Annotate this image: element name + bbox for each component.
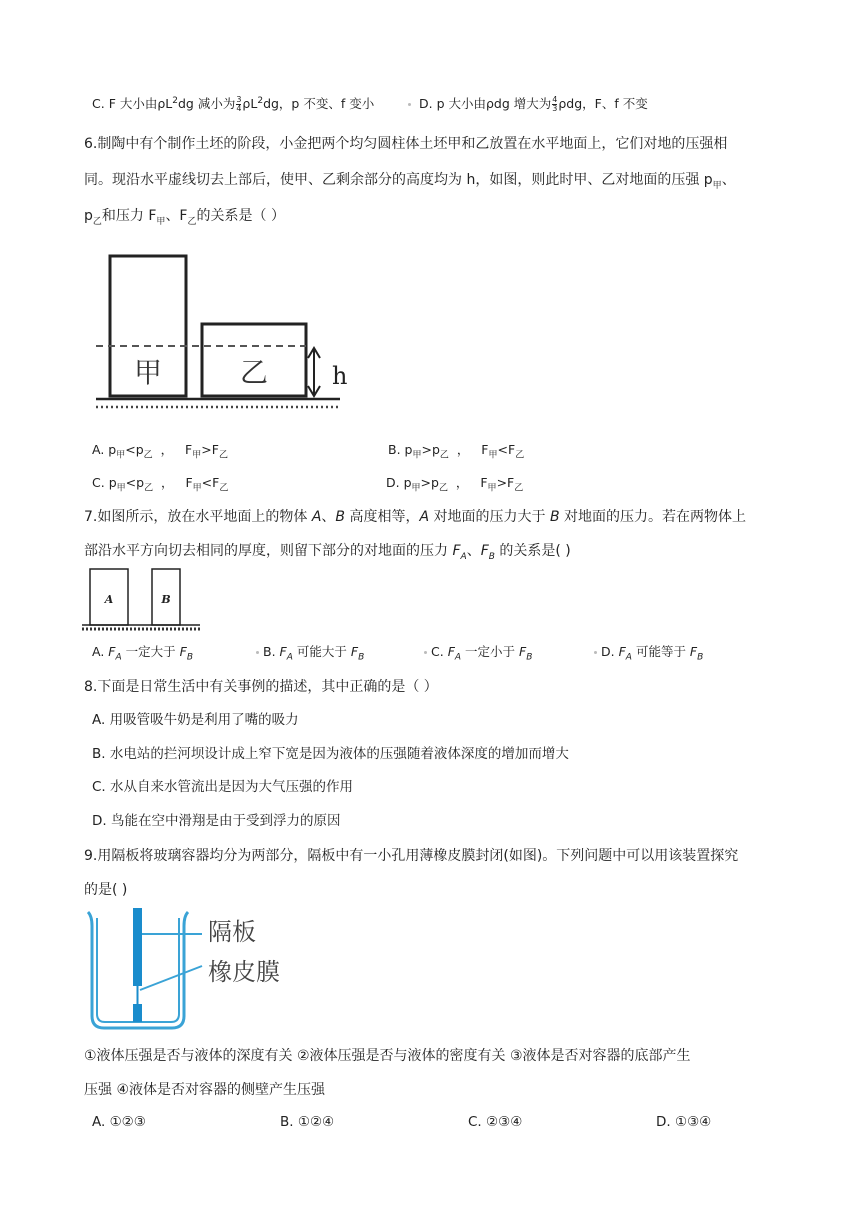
q6-option-a[interactable]: A. $p_甲<p_乙$ ， $F_甲>F_乙$ — [92, 442, 228, 461]
q7-option-b[interactable]: B. $F_A$ 可能大于 $F_B$ — [252, 643, 364, 661]
option-label: C. — [92, 96, 105, 111]
q9-stem-line1: 9.用隔板将玻璃容器均分为两部分，隔板中有一小孔用薄橡皮膜封闭(如图)。下列问题中可以用该装置探究 — [84, 848, 739, 864]
label-partition: 隔板 — [208, 918, 256, 946]
q9-figure — [84, 906, 304, 1036]
label-b: B — [161, 593, 171, 606]
q8-option-b[interactable]: B. 水电站的拦河坝设计成上窄下宽是因为液体的压强随着液体深度的增加而增大 — [92, 746, 569, 762]
q6-option-c[interactable]: C. $p_甲<p_乙$ ， $F_甲<F_乙$ — [92, 475, 229, 494]
fraction: $\frac{4}{3}$ — [552, 95, 558, 113]
q9-stem-line2: 的是( ) — [84, 882, 128, 898]
label-a: A — [104, 593, 114, 606]
partition-upper — [133, 908, 142, 986]
option-text: p 大小由ρdg 增大为 — [436, 96, 552, 111]
option-label: D. — [418, 96, 433, 111]
q7-option-d[interactable]: D. $F_A$ 可能等于 $F_B$ — [590, 643, 703, 661]
partition-lower — [133, 1004, 142, 1022]
q6-stem-line1: 6.制陶中有个制作土坯的阶段，小金把两个均匀圆柱体土坯甲和乙放置在水平地面上，它们对地的压强相 — [84, 136, 728, 152]
q9-option-d[interactable]: D. ①③④ — [656, 1114, 712, 1130]
q9-option-b[interactable]: B. ①②④ — [280, 1114, 335, 1130]
bullet-dot — [408, 103, 411, 106]
q9-option-c[interactable]: C. ②③④ — [468, 1114, 523, 1130]
q8-stem: 8.下面是日常生活中有关事例的描述，其中正确的是（ ） — [84, 679, 438, 695]
pointer-membrane — [140, 966, 202, 990]
q6-stem-line3: $p_乙$和压力 $F_甲$、$F_乙$的关系是（ ） — [84, 208, 285, 227]
label-membrane: 橡皮膜 — [208, 958, 280, 986]
q9-items-line2: 压强 ④液体是否对容器的侧壁产生压强 — [84, 1082, 325, 1098]
q6-option-d[interactable]: D. $p_甲>p_乙$ ， $F_甲>F_乙$ — [386, 475, 524, 494]
bullet-dot — [256, 651, 259, 654]
label-yi: 乙 — [239, 356, 269, 389]
q7-stem-line2: 部沿水平方向切去相同的厚度，则留下部分的对地面的压力 $F_A$、$F_B$ 的关系是( ) — [84, 543, 571, 562]
label-h: h — [332, 362, 348, 390]
q6-option-b[interactable]: B. $p_甲>p_乙$ ， $F_甲<F_乙$ — [388, 442, 525, 461]
q7-figure — [82, 566, 202, 634]
label-jia: 甲 — [133, 356, 163, 389]
q5-option-c[interactable]: C. F 大小由$\rho L^2dg$ 减小为 $\frac{3}{4}$ $\rho L^2dg$，p 不变、f 变小 — [92, 95, 375, 113]
q9-option-a[interactable]: A. ①②③ — [92, 1114, 146, 1130]
q8-option-c[interactable]: C. 水从自来水管流出是因为大气压强的作用 — [92, 779, 354, 795]
option-text: F 大小由ρL — [108, 96, 173, 111]
q8-option-a[interactable]: A. 用吸管吸牛奶是利用了嘴的吸力 — [92, 712, 299, 728]
q7-option-c[interactable]: C. $F_A$ 一定小于 $F_B$ — [420, 643, 532, 661]
bullet-dot — [424, 651, 427, 654]
q6-stem-line2: 同。现沿水平虚线切去上部后，使甲、乙剩余部分的高度均为 h，如图，则此时甲、乙对地面的压强 $p_甲$、 — [84, 172, 736, 191]
bullet-dot — [594, 651, 597, 654]
fraction: $\frac{3}{4}$ — [236, 95, 242, 113]
q8-option-d[interactable]: D. 鸟能在空中滑翔是由于受到浮力的原因 — [92, 813, 341, 829]
q5-option-d[interactable]: D. p 大小由ρdg 增大为 $\frac{4}{3}$ ρdg，F、f 不变 — [404, 95, 648, 113]
q7-stem-line1: 7.如图所示，放在水平地面上的物体 A、B 高度相等，A 对地面的压力大于 B 对地面的压力。若在两物体上 — [84, 509, 746, 525]
q6-figure — [88, 240, 358, 418]
q7-option-a[interactable]: A. $F_A$ 一定大于 $F_B$ — [92, 644, 194, 663]
q9-items-line1: ①液体压强是否与液体的深度有关 ②液体压强是否与液体的密度有关 ③液体是否对容器的底部产生 — [84, 1048, 691, 1064]
